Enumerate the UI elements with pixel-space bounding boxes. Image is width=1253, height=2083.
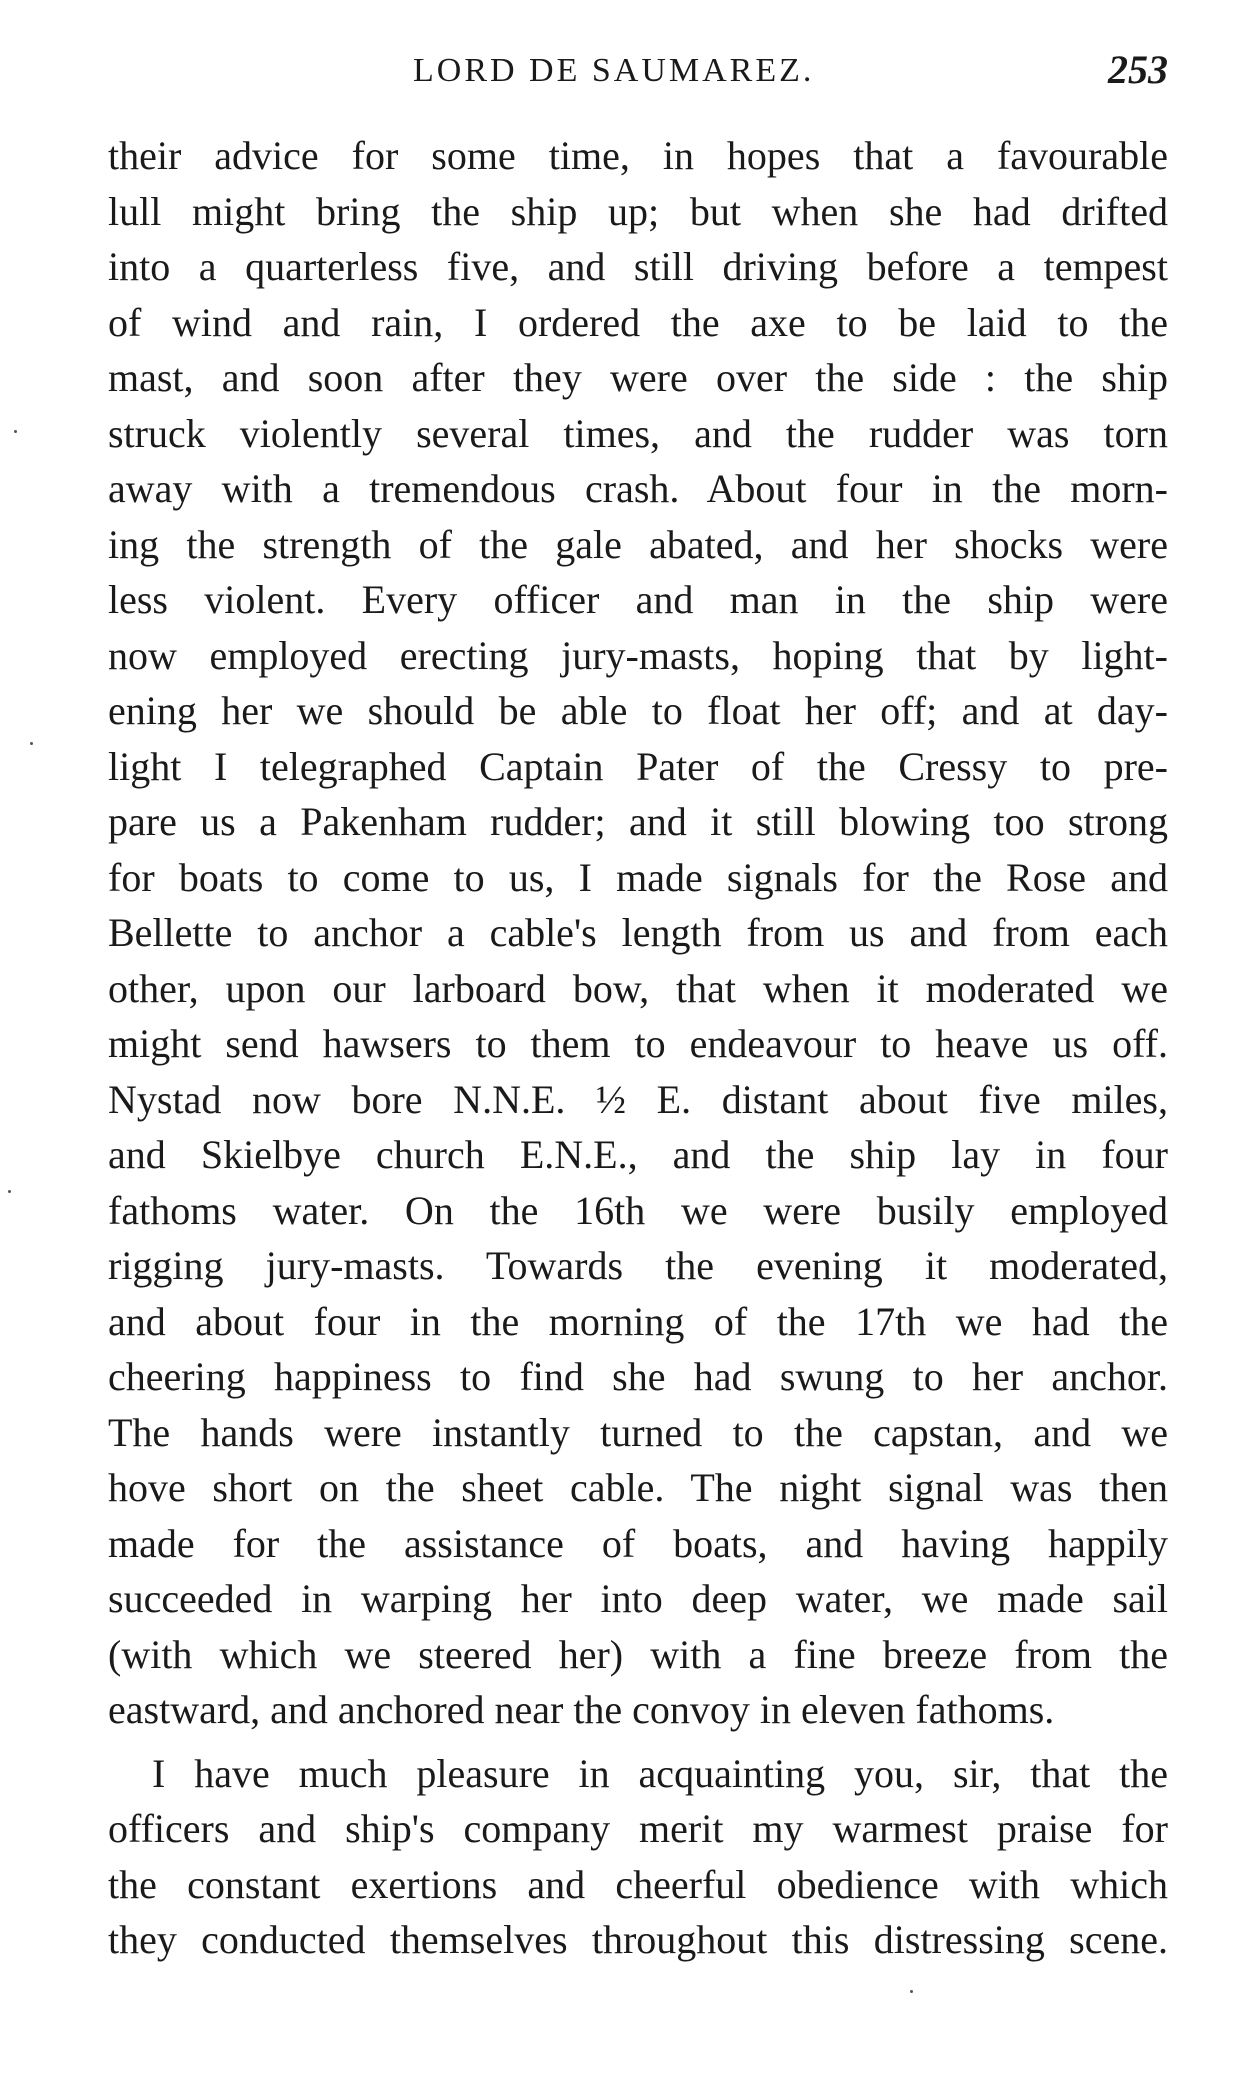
running-header (108, 44, 1168, 104)
text-line: Nystad now bore N.N.E. ½ E. distant about five miles, (108, 1076, 1168, 1122)
text-line: officers and ship's company merit my warmest praise for (108, 1806, 1168, 1851)
text-line: for boats to come to us, I made signals for the Rose and (108, 854, 1168, 900)
text-line: rigging jury-masts. Towards the evening it moderated, (108, 1243, 1168, 1288)
text-line: light I telegraphed Captain Pater of the Cressy to pre- (108, 743, 1168, 789)
text-line: Bellette to anchor a cable's length from us and from each (108, 910, 1168, 955)
text-line: now employed erecting jury-masts, hoping that by light- (108, 632, 1168, 678)
text-line: cheering happiness to find she had swung to her anchor. (108, 1354, 1168, 1399)
page-number: 253 (1108, 47, 1168, 92)
text-line: The hands were instantly turned to the capstan, and we (108, 1409, 1168, 1455)
text-line: they conducted themselves throughout this distressing scene. (108, 1917, 1168, 1962)
text-line: away with a tremendous crash. About four in the morn- (108, 466, 1168, 511)
text-line: fathoms water. On the 16th we were busily employed (108, 1187, 1168, 1233)
text-line: ing the strength of the gale abated, and her shocks were (108, 521, 1168, 567)
text-line: succeeded in warping her into deep water, we made sail (108, 1576, 1168, 1621)
paper-speck (14, 430, 17, 433)
paper-speck (8, 1190, 11, 1193)
text-line: hove short on the sheet cable. The night signal was then (108, 1465, 1168, 1510)
text-line: might send hawsers to them to endeavour to heave us off. (108, 1021, 1168, 1066)
text-line: the constant exertions and cheerful obedience with which (108, 1861, 1168, 1907)
paragraph-2 (108, 1746, 1168, 1968)
text-line: I have much pleasure in acquainting you, sir, that the (152, 1750, 1168, 1796)
text-line: less violent. Every officer and man in the ship were (108, 577, 1168, 622)
text-line: and about four in the morning of the 17th we had the (108, 1298, 1168, 1344)
text-line: lull might bring the ship up; but when she had drifted (108, 188, 1168, 234)
text-line: into a quarterless five, and still driving before a tempest (108, 244, 1168, 289)
text-line: (with which we steered her) with a fine breeze from the (108, 1631, 1168, 1677)
text-line: struck violently several times, and the rudder was torn (108, 410, 1168, 456)
text-line: ening her we should be able to float her off; and at day- (108, 688, 1168, 733)
text-line: other, upon our larboard bow, that when it moderated we (108, 965, 1168, 1011)
text-line: eastward, and anchored near the convoy in eleven fathoms. (108, 1687, 1055, 1732)
running-title: LORD DE SAUMAREZ. (413, 52, 815, 89)
paragraph-1 (108, 128, 1168, 1738)
paper-speck (30, 742, 33, 745)
text-line: pare us a Pakenham rudder; and it still blowing too strong (108, 799, 1168, 844)
paper-speck (910, 1990, 913, 1993)
text-line: their advice for some time, in hopes that a favourable (108, 133, 1168, 178)
text-line: and Skielbye church E.N.E., and the ship lay in four (108, 1132, 1168, 1177)
text-line: of wind and rain, I ordered the axe to be laid to the (108, 299, 1168, 345)
text-line: mast, and soon after they were over the side : the ship (108, 355, 1168, 400)
body-text (108, 128, 1168, 1968)
paragraph-gap (108, 1738, 1168, 1746)
text-line: made for the assistance of boats, and having happily (108, 1520, 1168, 1566)
